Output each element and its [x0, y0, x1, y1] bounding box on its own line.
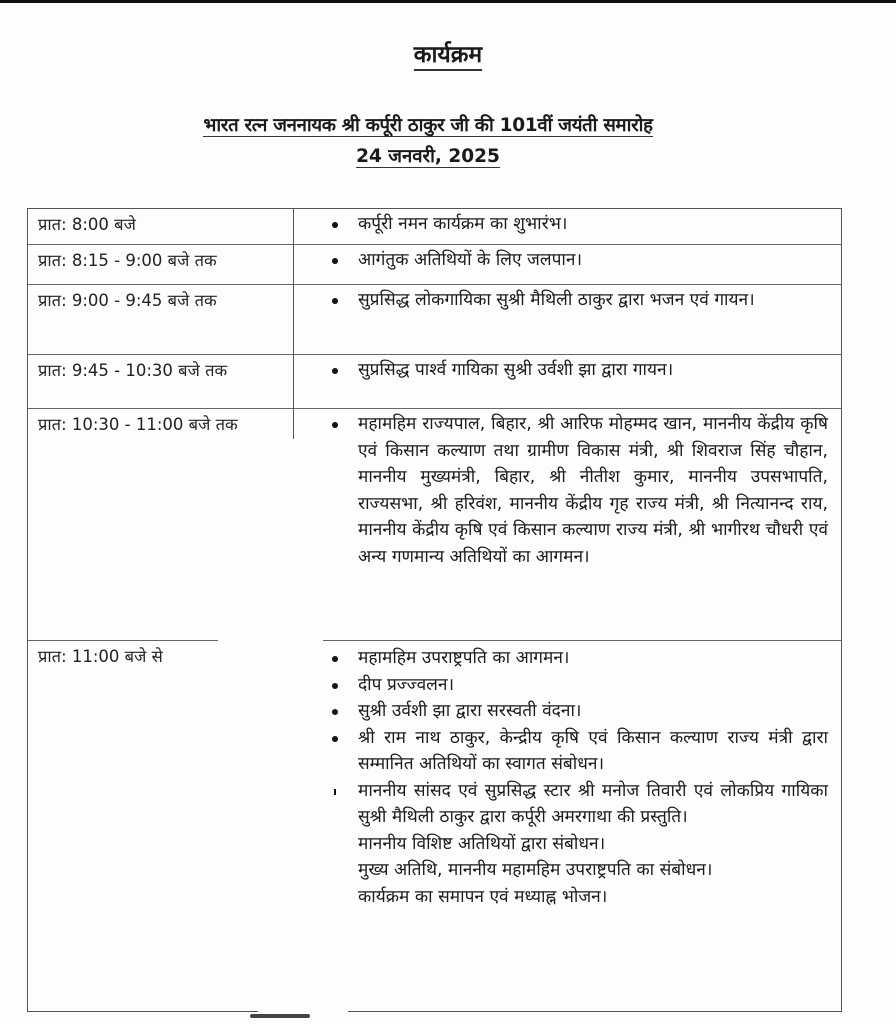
bullet-icon [332, 222, 338, 228]
erased-region [218, 640, 323, 643]
schedule-description [328, 411, 828, 570]
column-divider [293, 285, 294, 355]
erased-region [258, 1009, 348, 1013]
schedule-item [328, 725, 828, 778]
schedule-description [328, 287, 828, 314]
column-divider [293, 209, 294, 245]
schedule-item-text: सुप्रसिद्ध पार्श्व गायिका सुश्री उर्वशी झा द्वारा गायन। [358, 360, 674, 380]
schedule-item [328, 831, 828, 858]
schedule-item [328, 357, 828, 384]
bullet-mark-icon [334, 789, 336, 795]
bullet-icon [332, 422, 338, 428]
bullet-icon [332, 709, 338, 715]
schedule-row [28, 409, 841, 641]
schedule-item-text: मुख्य अतिथि, माननीय महामहिम उपराष्ट्रपति का संबोधन। [358, 860, 713, 880]
schedule-item [328, 211, 828, 238]
schedule-description [328, 247, 828, 274]
event-date-text: 24 जनवरी, 2025 [356, 146, 500, 167]
schedule-item [328, 778, 828, 831]
schedule-item-text: माननीय विशिष्ट अतिथियों द्वारा संबोधन। [358, 833, 606, 854]
bullet-icon [332, 298, 338, 304]
bullet-icon [332, 683, 338, 689]
column-divider [293, 355, 294, 409]
schedule-item [328, 698, 828, 725]
schedule-table [27, 208, 842, 1012]
schedule-item-text: आगंतुक अतिथियों के लिए जलपान। [358, 250, 583, 270]
document-title-text: कार्यक्रम [414, 42, 482, 71]
schedule-description [328, 645, 828, 910]
event-subtitle-text: भारत रत्न जननायक श्री कर्पूरी ठाकुर जी की 101वीं जयंती समारोह [203, 115, 653, 136]
schedule-item-text: सुश्री उर्वशी झा द्वारा सरस्वती वंदना। [358, 701, 582, 721]
schedule-item-text: महामहिम उपराष्ट्रपति का आगमन। [358, 648, 570, 668]
schedule-item-text: माननीय सांसद एवं सुप्रसिद्ध स्टार श्री मनोज तिवारी एवं लोकप्रिय गायिका सुश्री मैथिली ठाकुर द्वारा कर्पूरी अमरगाथा की प्रस्तुति। [358, 780, 828, 827]
top-edge-bar [0, 0, 896, 3]
schedule-item [328, 247, 828, 274]
schedule-item [328, 411, 828, 570]
schedule-item-text: महामहिम राज्यपाल, बिहार, श्री आरिफ मोहम्मद खान, माननीय केंद्रीय कृषि एवं किसान कल्याण तथा ग्रामीण विकास मंत्री, श्री शिवराज सिंह चौहान, माननीय मुख्यमंत्री, बिहार, श्री नीतीश कुमार, माननीय उपसभापति, राज्यसभा, श्री हरिवंश, माननीय केंद्रीय गृह राज्य मंत्री, श्री नित्यानन्द राय, माननीय केंद्रीय कृषि एवं किसान कल्याण राज्य मंत्री, श्री भागीरथ चौधरी एवं अन्य गणमान्य अतिथियों का आगमन। [358, 414, 828, 567]
bullet-icon [332, 656, 338, 662]
schedule-item [328, 884, 828, 911]
schedule-time: प्रात: 8:15 - 9:00 बजे तक [38, 251, 217, 270]
schedule-row [28, 285, 841, 355]
schedule-item-text: श्री राम नाथ ठाकुर, केन्द्रीय कृषि एवं किसान कल्याण राज्य मंत्री द्वारा सम्मानित अतिथियों का स्वागत संबोधन। [358, 727, 828, 774]
column-divider [293, 409, 294, 439]
schedule-row [28, 355, 841, 409]
bullet-icon [332, 368, 338, 374]
schedule-time: प्रात: 9:45 - 10:30 बजे तक [38, 361, 228, 380]
schedule-item [328, 672, 828, 699]
schedule-row [28, 641, 841, 1011]
schedule-item-text: सुप्रसिद्ध लोकगायिका सुश्री मैथिली ठाकुर द्वारा भजन एवं गायन। [358, 290, 755, 310]
document-title [0, 40, 896, 70]
schedule-row [28, 245, 841, 285]
bullet-icon [332, 736, 338, 742]
bullet-icon [332, 258, 338, 264]
event-subtitle [0, 112, 856, 140]
schedule-description [328, 357, 828, 384]
schedule-description [328, 211, 828, 238]
schedule-item-text: कार्यक्रम का समापन एवं मध्याह्न भोजन। [358, 886, 608, 907]
schedule-item-text: दीप प्रज्ज्वलन। [358, 674, 455, 695]
schedule-item [328, 857, 828, 884]
scroll-indicator [250, 1014, 310, 1018]
schedule-time: प्रात: 11:00 बजे से [38, 647, 163, 666]
schedule-row [28, 209, 841, 245]
schedule-time: प्रात: 8:00 बजे [38, 215, 136, 234]
event-date [0, 143, 856, 171]
schedule-time: प्रात: 10:30 - 11:00 बजे तक [38, 415, 238, 434]
schedule-item-text: कर्पूरी नमन कार्यक्रम का शुभारंभ। [358, 214, 568, 234]
schedule-item [328, 645, 828, 672]
schedule-item [328, 287, 828, 314]
schedule-time: प्रात: 9:00 - 9:45 बजे तक [38, 291, 217, 310]
column-divider [293, 245, 294, 285]
